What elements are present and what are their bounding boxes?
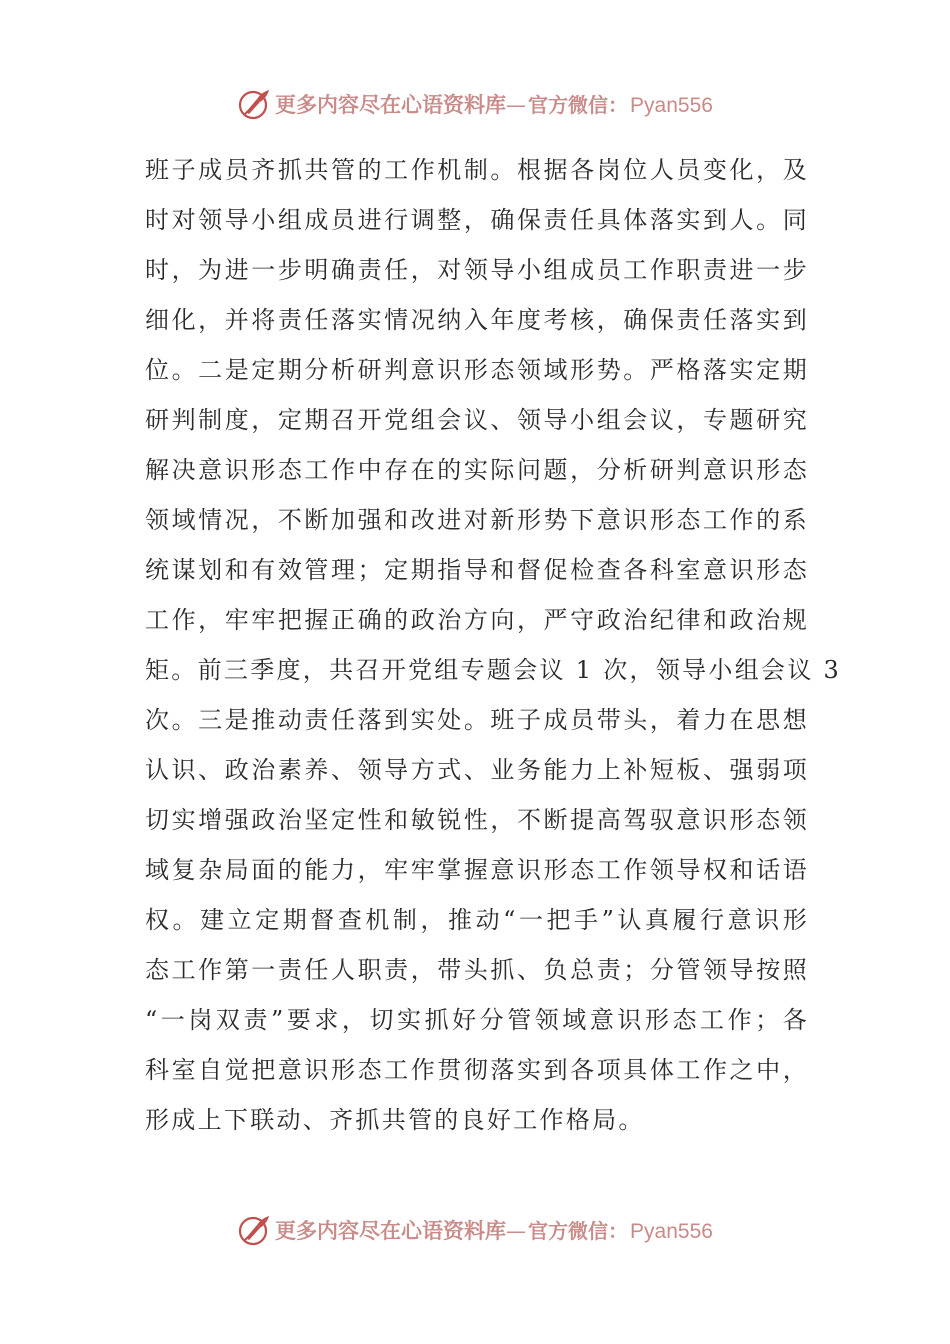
text-line: 形成上下联动、齐抓共管的良好工作格局。 bbox=[145, 1106, 645, 1134]
text-line: 时，为进一步明确责任，对领导小组成员工作职责进一步 bbox=[145, 256, 809, 284]
footer-banner bbox=[0, 1210, 950, 1250]
banner-wechat-label: 官方微信： bbox=[528, 93, 629, 117]
document-body bbox=[145, 145, 842, 1145]
text-line: 研判制度，定期召开党组会议、领导小组会议，专题研究 bbox=[145, 406, 809, 434]
header-banner bbox=[0, 84, 950, 124]
text-line: 态工作第一责任人职责，带头抓、负总责；分管领导按照 bbox=[145, 956, 809, 984]
text-line: 切实增强政治坚定性和敏锐性，不断提高驾驭意识形态领 bbox=[145, 806, 809, 834]
text-line: 时对领导小组成员进行调整，确保责任具体落实到人。同 bbox=[145, 206, 809, 234]
text-line: “一岗双责”要求，切实抓好分管领域意识形态工作；各 bbox=[145, 1006, 809, 1034]
text-line: 领域情况，不断加强和改进对新形势下意识形态工作的系 bbox=[145, 506, 809, 534]
text-line: 次。三是推动责任落到实处。班子成员带头，着力在思想 bbox=[145, 706, 809, 734]
text-line: 工作，牢牢把握正确的政治方向，严守政治纪律和政治规 bbox=[145, 606, 809, 634]
banner-title: 更多内容尽在心语资料库 bbox=[275, 92, 507, 117]
footer-separator: — bbox=[506, 1219, 527, 1243]
text-line: 认识、政治素养、领导方式、业务能力上补短板、强弱项 bbox=[145, 756, 809, 784]
quill-pen-logo-icon bbox=[237, 87, 271, 121]
text-line: 班子成员齐抓共管的工作机制。根据各岗位人员变化，及 bbox=[145, 156, 809, 184]
text-line: 域复杂局面的能力，牢牢掌握意识形态工作领导权和话语 bbox=[145, 856, 809, 884]
text-line: 解决意识形态工作中存在的实际问题，分析研判意识形态 bbox=[145, 456, 809, 484]
text-line: 统谋划和有效管理；定期指导和督促检查各科室意识形态 bbox=[145, 556, 809, 584]
text-line: 科室自觉把意识形态工作贯彻落实到各项具体工作之中， bbox=[145, 1056, 809, 1084]
text-line: 细化，并将责任落实情况纳入年度考核，确保责任落实到 bbox=[145, 306, 809, 334]
footer-title: 更多内容尽在心语资料库 bbox=[275, 1218, 507, 1243]
banner-separator: — bbox=[506, 93, 527, 117]
text-line: 矩。前三季度，共召开党组专题会议 1 次，领导小组会议 3 bbox=[145, 656, 842, 684]
text-line: 位。二是定期分析研判意识形态领域形势。严格落实定期 bbox=[145, 356, 809, 384]
banner-wechat-id: Pyan556 bbox=[630, 94, 713, 117]
footer-wechat-label: 官方微信： bbox=[528, 1219, 629, 1243]
footer-wechat-id: Pyan556 bbox=[630, 1220, 713, 1243]
quill-pen-logo-icon bbox=[237, 1213, 271, 1247]
text-line: 权。建立定期督查机制，推动“一把手”认真履行意识形 bbox=[145, 906, 809, 934]
